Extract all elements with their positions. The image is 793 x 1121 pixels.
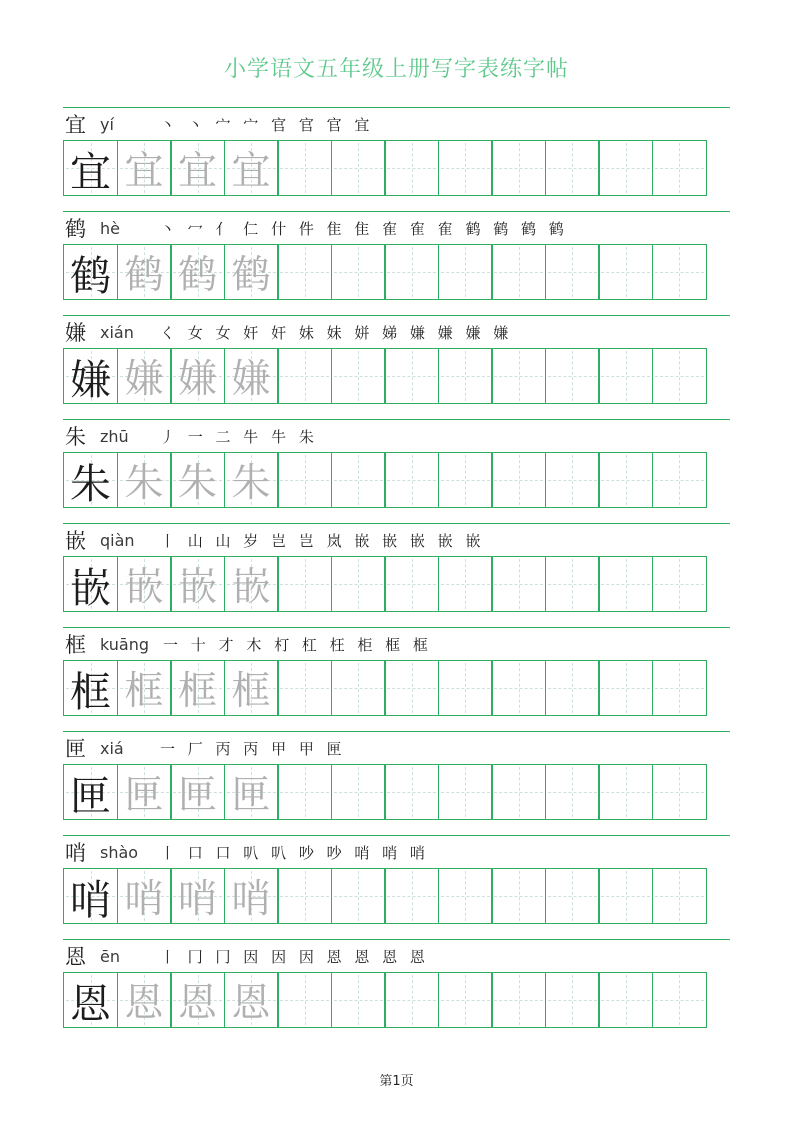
row-stroke-order: 丨 冂 冂 因 因 因 恩 恩 恩 恩 [160,947,429,966]
practice-cell [384,244,439,300]
practice-grid [63,244,730,300]
row-stroke-order: 丶 冖 亻 仁 什 件 隹 隹 隺 隺 隺 鹤 鹤 鹤 鹤 [160,219,568,238]
practice-cell [277,660,332,716]
cell-character-trace: 鹤 [124,253,164,298]
practice-block [63,315,730,404]
practice-blocks [63,107,730,1043]
practice-cell [331,764,386,820]
cell-character-main: 朱 [70,459,111,508]
practice-cell [117,348,172,404]
cell-character-main: 框 [70,667,111,716]
practice-cell [598,660,653,716]
cell-character-trace: 宜 [124,149,164,194]
practice-cell [63,972,118,1028]
row-stroke-order: 一 厂 丙 丙 甲 甲 匣 [160,739,346,758]
practice-cell [277,868,332,924]
practice-cell [277,452,332,508]
practice-block [63,523,730,612]
practice-cell [224,868,279,924]
row-stroke-order: 丿 一 二 牛 牛 朱 [160,427,318,446]
row-character: 框 [65,633,86,657]
practice-cell [63,660,118,716]
cell-character-trace: 匣 [231,773,271,818]
practice-cell [652,972,707,1028]
practice-cell [331,140,386,196]
practice-cell [545,972,600,1028]
practice-cell [545,660,600,716]
row-character: 哨 [65,841,86,865]
practice-cell [491,244,546,300]
practice-block [63,835,730,924]
practice-cell [277,140,332,196]
practice-block [63,419,730,508]
row-character: 鹤 [65,217,86,241]
cell-character-trace: 嫌 [177,357,217,402]
practice-cell [224,972,279,1028]
practice-cell [438,452,493,508]
practice-cell [652,660,707,716]
cell-character-trace: 朱 [124,461,164,506]
row-header [63,420,730,452]
practice-block [63,107,730,196]
row-pinyin: xián [100,322,134,342]
row-stroke-order: く 女 女 奸 奸 妹 妹 姘 娣 嫌 嫌 嫌 嫌 [160,323,513,342]
practice-cell [331,868,386,924]
cell-character-trace: 哨 [124,877,164,922]
practice-cell [331,556,386,612]
practice-cell [598,348,653,404]
page-number: 第1页 [379,1074,414,1089]
practice-cell [117,868,172,924]
practice-cell [545,140,600,196]
practice-cell [598,972,653,1028]
cell-character-trace: 哨 [177,877,217,922]
row-header [63,212,730,244]
practice-cell [170,452,225,508]
practice-cell [598,868,653,924]
practice-cell [331,972,386,1028]
cell-character-trace: 宜 [177,149,217,194]
practice-block [63,211,730,300]
practice-cell [224,556,279,612]
practice-cell [277,348,332,404]
practice-cell [384,868,439,924]
practice-cell [438,972,493,1028]
practice-cell [331,244,386,300]
practice-cell [224,764,279,820]
practice-cell [224,244,279,300]
row-pinyin: ēn [100,946,120,966]
practice-cell [652,140,707,196]
practice-cell [438,244,493,300]
practice-cell [384,348,439,404]
practice-grid [63,452,730,508]
practice-cell [277,764,332,820]
row-header [63,628,730,660]
practice-cell [438,660,493,716]
row-character: 宜 [65,113,86,137]
practice-cell [170,764,225,820]
practice-cell [170,348,225,404]
practice-block [63,731,730,820]
practice-cell [63,868,118,924]
practice-cell [438,140,493,196]
row-character: 嵌 [65,529,86,553]
practice-grid [63,140,730,196]
practice-cell [491,556,546,612]
practice-cell [117,556,172,612]
practice-cell [224,348,279,404]
row-header [63,940,730,972]
practice-cell [491,764,546,820]
cell-character-main: 嵌 [70,563,111,612]
row-stroke-order: 丨 山 山 岁 岂 岂 岚 嵌 嵌 嵌 嵌 嵌 [160,531,485,550]
practice-cell [117,140,172,196]
cell-character-trace: 框 [124,669,164,714]
row-stroke-order: 一 十 才 木 朾 杠 枉 柜 框 框 [163,635,432,654]
practice-cell [63,140,118,196]
practice-cell [545,244,600,300]
row-pinyin: xiá [100,738,124,758]
row-header [63,524,730,556]
cell-character-trace: 嵌 [177,565,217,610]
practice-cell [491,972,546,1028]
practice-cell [170,660,225,716]
practice-cell [491,868,546,924]
practice-cell [117,452,172,508]
row-pinyin: kuāng [100,634,150,654]
cell-character-trace: 恩 [177,981,217,1026]
cell-character-trace: 宜 [231,149,271,194]
cell-character-trace: 嵌 [231,565,271,610]
practice-cell [545,452,600,508]
practice-cell [331,348,386,404]
practice-cell [598,452,653,508]
practice-cell [652,868,707,924]
cell-character-main: 鹤 [70,251,111,300]
practice-cell [598,556,653,612]
practice-cell [63,244,118,300]
practice-cell [545,868,600,924]
practice-cell [117,660,172,716]
practice-cell [63,556,118,612]
practice-cell [170,556,225,612]
practice-cell [384,660,439,716]
row-header [63,732,730,764]
practice-cell [384,556,439,612]
row-character: 嫌 [65,321,86,345]
practice-cell [63,764,118,820]
cell-character-trace: 恩 [124,981,164,1026]
practice-cell [491,348,546,404]
practice-cell [63,452,118,508]
practice-cell [224,660,279,716]
row-character: 朱 [65,425,86,449]
practice-cell [652,452,707,508]
practice-cell [598,244,653,300]
practice-cell [545,348,600,404]
practice-cell [652,764,707,820]
cell-character-main: 哨 [70,875,111,924]
practice-cell [491,140,546,196]
practice-grid [63,556,730,612]
practice-cell [545,764,600,820]
row-stroke-order: 丨 口 口 叭 叭 吵 吵 哨 哨 哨 [160,843,429,862]
practice-cell [384,452,439,508]
practice-cell [598,140,653,196]
cell-character-trace: 哨 [231,877,271,922]
practice-cell [277,556,332,612]
practice-cell [117,764,172,820]
practice-block [63,939,730,1028]
practice-cell [117,244,172,300]
practice-cell [652,556,707,612]
practice-cell [170,244,225,300]
cell-character-trace: 朱 [231,461,271,506]
cell-character-trace: 嫌 [231,357,271,402]
cell-character-trace: 朱 [177,461,217,506]
practice-cell [438,868,493,924]
practice-cell [170,140,225,196]
practice-cell [545,556,600,612]
cell-character-main: 宜 [70,147,111,196]
practice-grid [63,348,730,404]
practice-cell [331,452,386,508]
cell-character-trace: 嵌 [124,565,164,610]
row-pinyin: yí [100,114,114,134]
practice-cell [438,764,493,820]
row-character: 匣 [65,737,86,761]
practice-cell [438,348,493,404]
cell-character-trace: 恩 [231,981,271,1026]
row-pinyin: hè [100,218,120,238]
practice-cell [170,868,225,924]
row-header [63,836,730,868]
practice-grid [63,972,730,1028]
practice-grid [63,764,730,820]
practice-cell [277,972,332,1028]
practice-cell [117,972,172,1028]
cell-character-main: 恩 [70,979,111,1028]
row-stroke-order: 丶 丶 宀 宀 官 官 官 宜 [160,115,374,134]
practice-cell [384,972,439,1028]
practice-cell [277,244,332,300]
practice-cell [491,660,546,716]
cell-character-trace: 鹤 [177,253,217,298]
practice-cell [224,452,279,508]
cell-character-trace: 框 [231,669,271,714]
practice-block [63,627,730,716]
practice-cell [652,244,707,300]
row-pinyin: shào [100,842,139,862]
practice-cell [331,660,386,716]
cell-character-trace: 匣 [177,773,217,818]
cell-character-trace: 框 [177,669,217,714]
practice-cell [384,140,439,196]
row-header [63,108,730,140]
practice-grid [63,660,730,716]
practice-cell [170,972,225,1028]
cell-character-trace: 嫌 [124,357,164,402]
row-pinyin: zhū [100,426,129,446]
practice-cell [384,764,439,820]
row-header [63,316,730,348]
practice-cell [438,556,493,612]
row-character: 恩 [65,945,86,969]
page-title: 小学语文五年级上册写字表练字帖 [223,57,569,82]
cell-character-trace: 鹤 [231,253,271,298]
practice-cell [598,764,653,820]
practice-grid [63,868,730,924]
cell-character-trace: 匣 [124,773,164,818]
cell-character-main: 嫌 [70,355,111,404]
practice-cell [224,140,279,196]
practice-cell [491,452,546,508]
practice-cell [63,348,118,404]
row-pinyin: qiàn [100,530,135,550]
practice-cell [652,348,707,404]
cell-character-main: 匣 [70,771,111,820]
